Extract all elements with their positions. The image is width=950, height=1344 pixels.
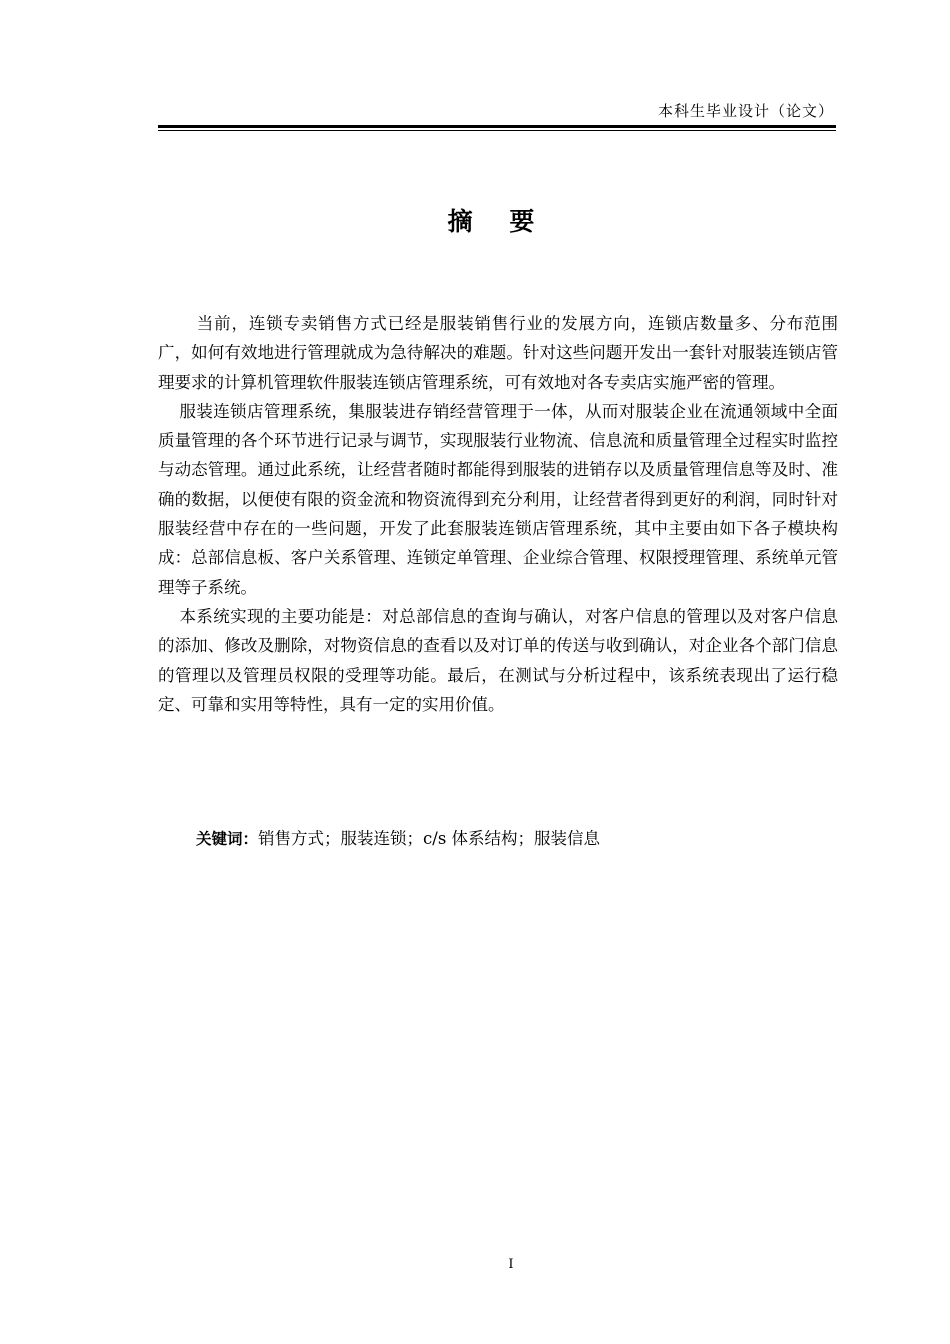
keywords-line — [196, 825, 600, 853]
keywords-text: 销售方式；服装连锁；c/s 体系结构；服装信息 — [258, 829, 601, 848]
abstract-paragraph-1: 当前，连锁专卖销售方式已经是服装销售行业的发展方向，连锁店数量多、分布范围广，如何有效地进行管理就成为急待解决的难题。针对这些问题开发出一套针对服装连锁店管理要求的计算机管理软件服装连锁店管理系统，可有效地对各专卖店实施严密的管理。 — [158, 314, 838, 392]
abstract-paragraph-2: 服装连锁店管理系统，集服装进存销经营管理于一体，从而对服装企业在流通领域中全面质量管理的各个环节进行记录与调节，实现服装行业物流、信息流和质量管理全过程实时监控与动态管理。通过此系统，让经营者随时都能得到服装的进销存以及质量管理信息等及时、准确的数据，以便使有限的资金流和物资流得到充分利用，让经营者得到更好的利润，同时针对服装经营中存在的一些问题，开发了此套服装连锁店管理系统，其中主要由如下各子模块构成：总部信息板、客户关系管理、连锁定单管理、企业综合管理、权限授理管理、系统单元管理等子系统。 — [158, 401, 838, 597]
abstract-body — [158, 309, 838, 719]
abstract-title: 摘 要 — [447, 207, 549, 236]
page-number: I — [508, 1257, 514, 1272]
abstract-paragraph-3: 本系统实现的主要功能是：对总部信息的查询与确认，对客户信息的管理以及对客户信息的添加、修改及删除，对物资信息的查看以及对订单的传送与收到确认，对企业各个部门信息的管理以及管理员权限的受理等功能。最后，在测试与分析过程中，该系统表现出了运行稳定、可靠和实用等特性，具有一定的实用价值。 — [158, 606, 838, 714]
keywords-label: 关键词： — [196, 830, 259, 848]
running-header: 本科生毕业设计（论文） — [657, 102, 834, 120]
header-rule-thin — [158, 130, 836, 131]
header-rule-thick — [158, 125, 836, 128]
